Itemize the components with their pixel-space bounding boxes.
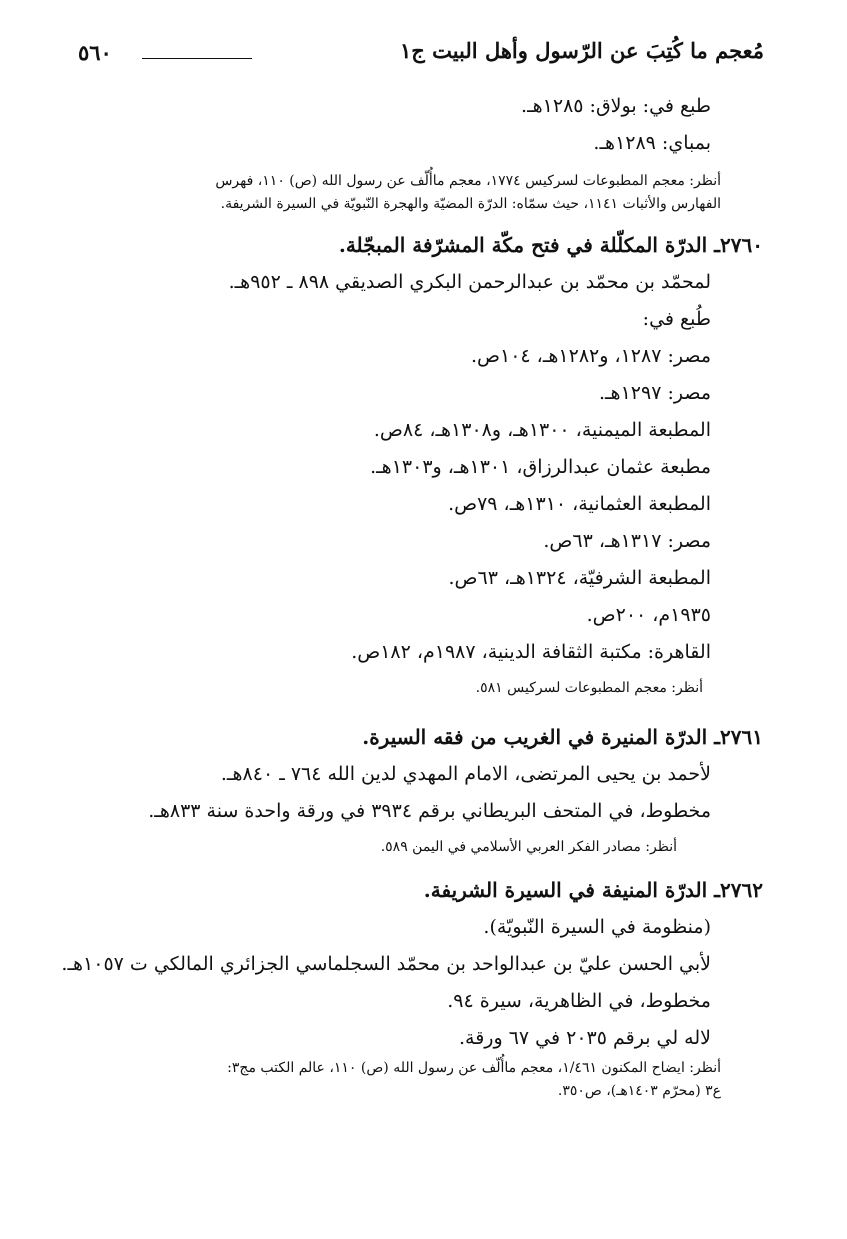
entry-author: لمحمّد بن محمّد بن عبدالرحمن البكري الصديقي ٨٩٨ ـ ٩٥٢هـ.	[228, 271, 711, 293]
edition-line: المطبعة الشرفيّة، ١٣٢٤هـ، ٦٣ص.	[448, 567, 711, 589]
entry-2762	[61, 871, 763, 1103]
edition-line: مصر: ١٣١٧هـ، ٦٣ص.	[543, 530, 711, 552]
printed-in-label: طُبع في:	[642, 308, 711, 330]
entry-title: ٢٧٦٠ـ الدرّة المكلّلة في فتح مكّة المشرّفة المبجّلة.	[338, 233, 763, 257]
edition-line: مصر: ١٢٨٧، و١٢٨٢هـ، ١٠٤ص.	[471, 345, 711, 367]
running-title: مُعجم ما كُتِبَ عن الرّسول وأهل البيت ج١	[399, 38, 764, 63]
note-line: أنظر: معجم المطبوعات لسركيس ١٧٧٤، معجم ماأُلّف عن رسول الله (ص) ١١٠، فهرس	[215, 173, 721, 189]
spacer	[83, 700, 763, 718]
manuscript-line: مخطوط، في المتحف البريطاني برقم ٣٩٣٤ في ورقة واحدة سنة ٨٣٣هـ.	[148, 800, 711, 822]
page-number: ٥٦٠	[78, 40, 112, 65]
page-header	[78, 38, 764, 72]
note-line: الفهارس والأثبات ١١٤١، حيث سمّاه: الدرّة المضيّة والهجرة النّبويّة في السيرة الشريفة.	[220, 196, 721, 212]
entry-2760	[83, 226, 763, 700]
edition-line: المطبعة العثمانية، ١٣١٠هـ، ٧٩ص.	[448, 493, 711, 515]
edition-line: مطبعة عثمان عبدالرزاق، ١٣٠١هـ، و١٣٠٣هـ.	[370, 456, 711, 478]
entry-2761	[83, 718, 763, 859]
edition-line: ١٩٣٥م، ٢٠٠ص.	[586, 604, 711, 626]
manuscript-line: مخطوط، في الظاهرية، سيرة ٩٤.	[447, 990, 711, 1012]
reference-note: أنظر: معجم المطبوعات لسركيس ٥٨١.	[475, 680, 703, 696]
entry-title: ٢٧٦١ـ الدرّة المنيرة في الغريب من فقه السيرة.	[362, 725, 763, 749]
reference-note: أنظر: مصادر الفكر العربي الأسلامي في اليمن ٥٨٩.	[380, 839, 677, 855]
spacer	[83, 859, 763, 871]
print-line: بمباي: ١٢٨٩هـ.	[593, 132, 711, 154]
entry-author: لأحمد بن يحيى المرتضى، الامام المهدي لدين الله ٧٦٤ ـ ٨٤٠هـ.	[220, 763, 711, 785]
print-line: طبع في: بولاق: ١٢٨٥هـ.	[521, 95, 711, 117]
entry-subtitle: (منظومة في السيرة النّبويّة).	[483, 916, 711, 938]
edition-line: المطبعة الميمنية، ١٣٠٠هـ، و١٣٠٨هـ، ٨٤ص.	[373, 419, 711, 441]
entry-author: لأبي الحسن عليّ بن عبدالواحد بن محمّد السجلماسي الجزائري المالكي ت ١٠٥٧هـ.	[61, 953, 711, 975]
edition-line: مصر: ١٢٩٧هـ.	[598, 382, 711, 404]
page-body	[61, 88, 763, 1103]
note-line: أنظر: ايضاح المكنون ١/٤٦١، معجم ماأُلّف عن رسول الله (ص) ١١٠، عالم الكتب مج٣:	[227, 1060, 721, 1076]
reference-note	[83, 170, 763, 216]
header-rule	[142, 58, 252, 59]
reference-note	[83, 1057, 763, 1103]
entry-title: ٢٧٦٢ـ الدرّة المنيفة في السيرة الشريفة.	[423, 878, 763, 902]
intro-block	[83, 88, 763, 216]
note-line: ع٣ (محرّم ١٤٠٣هـ)، ص٣٥٠.	[557, 1083, 721, 1099]
manuscript-line: لاله لي برقم ٢٠٣٥ في ٦٧ ورقة.	[458, 1027, 711, 1049]
edition-line: القاهرة: مكتبة الثقافة الدينية، ١٩٨٧م، ١٨٢ص.	[351, 641, 711, 663]
